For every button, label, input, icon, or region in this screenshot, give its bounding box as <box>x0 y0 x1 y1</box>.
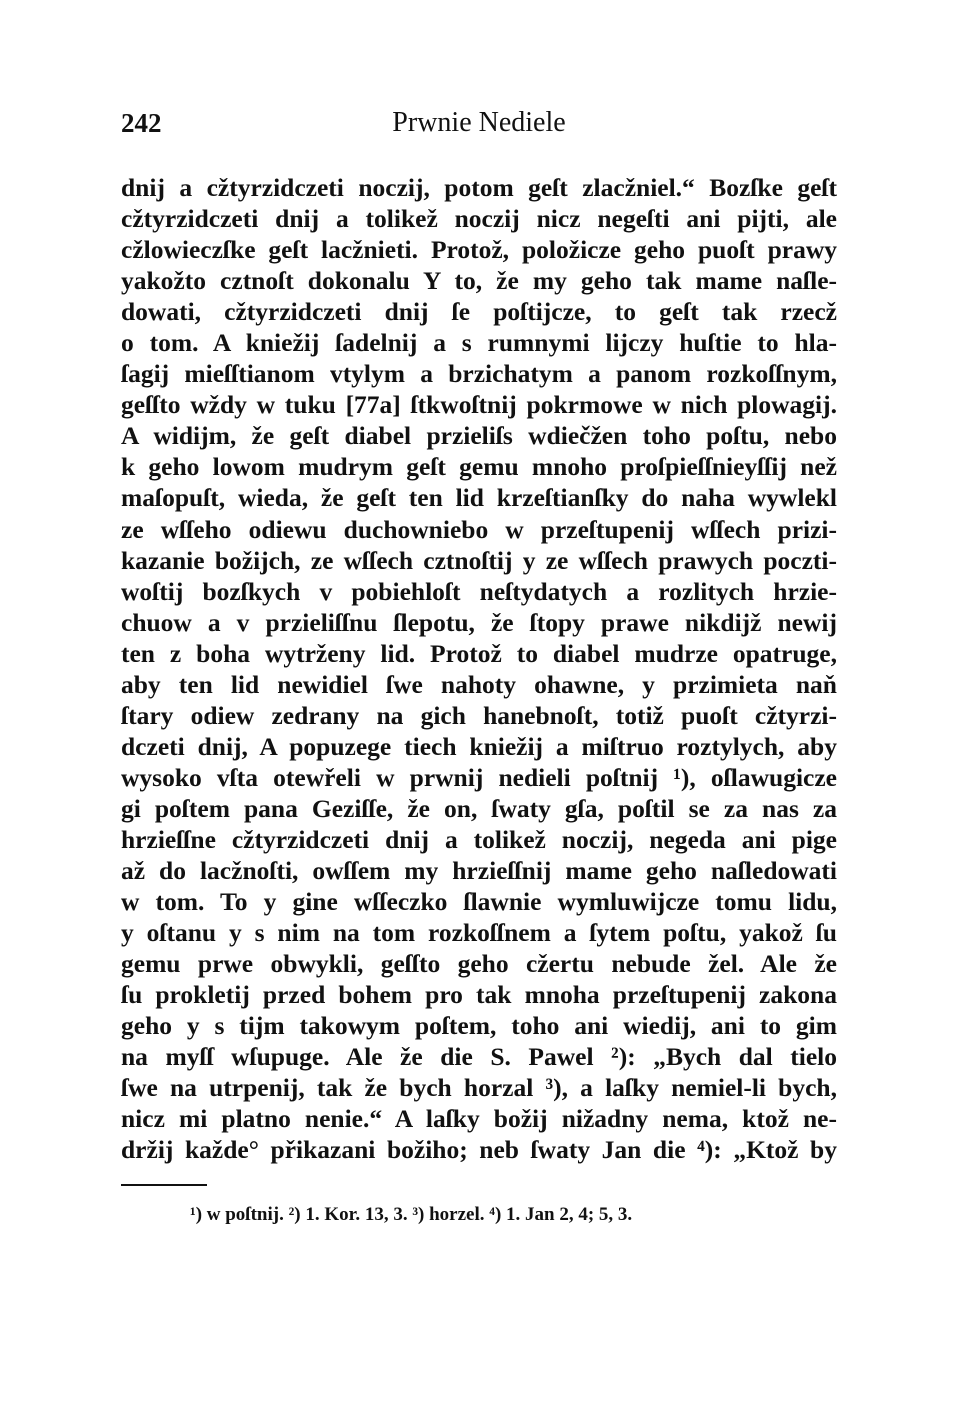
footnotes: ¹) w poſtnij. ²) 1. Kor. 13, 3. ³) horzel. ⁴) 1. Jan 2, 4; 5, 3. <box>190 1204 633 1225</box>
text-line: na myſſ wſupuge. Ale že die S. Pawel ²): „Bych dal tielo <box>121 1042 837 1072</box>
text-line: držij každe° přikazani božiho; neb ſwaty Jan die ⁴): „Ktož by <box>121 1135 837 1165</box>
text-line: hrzieſſne cžtyrzidczeti dnij a tolikež noczij, negeda ani pige <box>121 824 837 854</box>
text-line: ſtary odiew zedrany na gich hanebnoſt, totiž puoſt cžtyrzi- <box>121 700 837 730</box>
text-line: cžtyrzidczeti dnij a tolikež noczij nicz negeſti ani pijti, ale <box>121 204 837 234</box>
footnote-divider <box>121 1184 207 1186</box>
text-line: woſtij bozſkych v pobiehloſt neſtydatych a rozlitych hrzie- <box>121 576 837 606</box>
text-line: ſu prokletij przed bohem pro tak mnoha przeſtupenij zakona <box>121 980 837 1010</box>
text-line: ten z boha wytrženy lid. Protož to diabel mudrze opatruge, <box>121 638 837 668</box>
running-head <box>121 102 837 142</box>
page-number: 242 <box>121 108 162 138</box>
text-line: kazanie božijch, ze wſſech cztnoſtij y ze wſſech prawych poczti- <box>121 545 837 575</box>
text-line: geſſto wždy w tuku [77a] ſtkwoſtnij pokrmowe w nich plowagij. <box>121 390 837 420</box>
text-line: ſwe na utrpenij, tak že bych horzal ³), a laſky nemiel-li bych, <box>121 1073 837 1103</box>
text-line: ze wſſeho odiewu duchowniebo w przeſtupenij wſſech prizi- <box>121 514 837 544</box>
body-text <box>121 172 837 1166</box>
text-line: chuow a v przieliſſnu ſlepotu, že ſtopy prawe nikdijž newij <box>121 607 837 637</box>
text-line: gemu prwe obwykli, geſſto geho cžertu nebude žel. Ale že <box>121 949 837 979</box>
text-line: ſagij mieſſtianom vtylym a brzichatym a panom rozkoſſnym, <box>121 359 837 389</box>
text-line: o tom. A kniežij ſadelnij a s rumnymi lijczy huſtie to hla- <box>121 328 837 358</box>
text-line: dczeti dnij, A popuzege tiech kniežij a miſtruo roztylych, aby <box>121 731 837 761</box>
text-line: geho y s tijm takowym poſtem, toho ani wiedij, ani to gim <box>121 1011 837 1041</box>
text-line: cžlowieczſke geſt lacžnieti. Protož, položicze geho puoſt prawy <box>121 235 837 265</box>
running-title: Prwnie Nediele <box>392 107 566 138</box>
text-line: wysoko vſta otewřeli w prwnij nedieli poſtnij ¹), oſlawugicze <box>121 762 837 792</box>
text-line: yakožto cztnoſt dokonalu Y to, že my geho tak mame naſle- <box>121 266 837 296</box>
text-line: A widijm, že geſt diabel przieliſs wdiečžen toho poſtu, nebo <box>121 421 837 451</box>
text-line: y oſtanu y s nim na tom rozkoſſnem a ſytem poſtu, yakož ſu <box>121 918 837 948</box>
text-line: až do lacžnoſti, owſſem my hrzieſſnij mame geho naſledowati <box>121 856 837 886</box>
text-line: gi poſtem pana Geziſſe, že on, ſwaty gſa, poſtil se za nas za <box>121 793 837 823</box>
text-line: aby ten lid newidiel ſwe nahoty ohawne, y przimieta naň <box>121 669 837 699</box>
text-line: k geho lowom mudrym geſt gemu mnoho proſpieſſnieyſſij než <box>121 452 837 482</box>
text-line: dowati, cžtyrzidczeti dnij ſe poſtijcze, to geſt tak rzecž <box>121 297 837 327</box>
text-line: dnij a cžtyrzidczeti noczij, potom geſt zlacžniel.“ Bozſke geſt <box>121 173 837 202</box>
text-line: maſopuſt, wieda, že geſt ten lid krzeſtianſky do naha wywlekl <box>121 483 837 513</box>
text-line: w tom. To y gine wſſeczko ſlawnie wymluwijcze tomu lidu, <box>121 887 837 917</box>
text-line: nicz mi platno nenie.“ A laſky božij nižadny nema, ktož ne- <box>121 1104 837 1134</box>
